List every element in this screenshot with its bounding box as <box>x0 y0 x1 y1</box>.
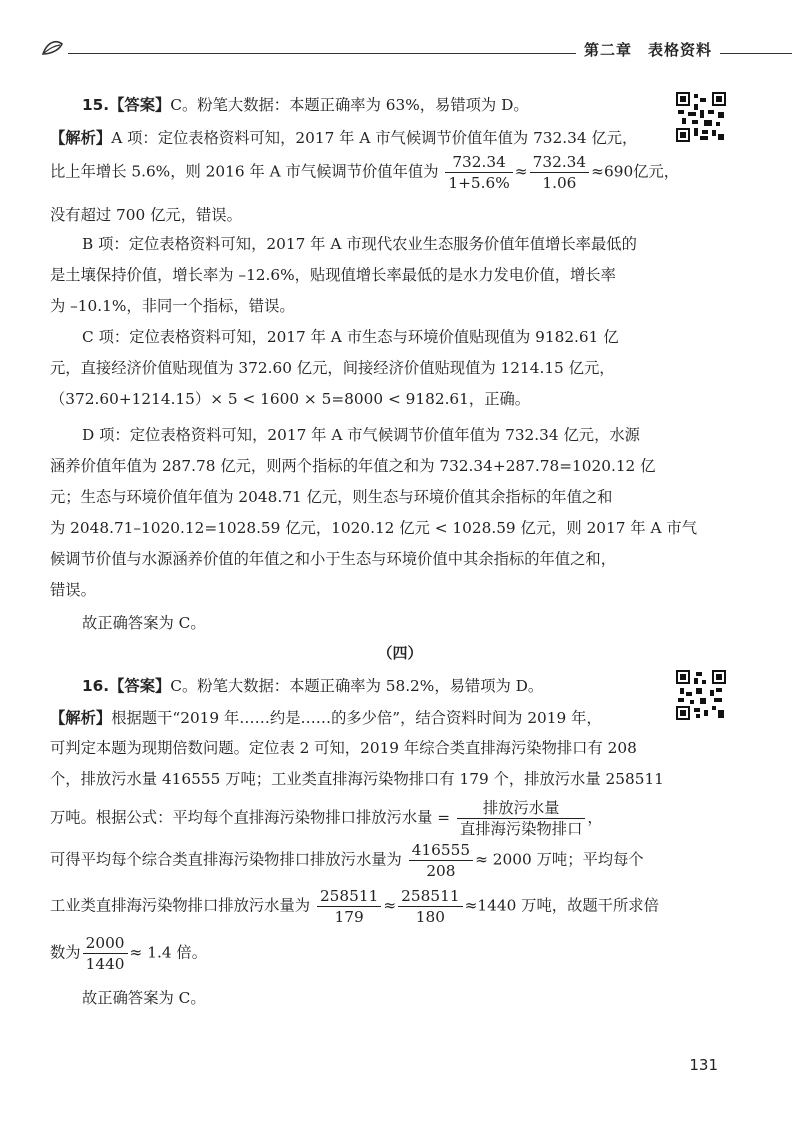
page-header <box>40 36 792 62</box>
q16-conclusion: 故正确答案为 C。 <box>82 989 206 1007</box>
page-number: 131 <box>689 1056 718 1074</box>
q15-c-line2: 元，直接经济价值贴现值为 372.60 亿元，间接经济价值贴现值为 1214.15 亿元， <box>50 359 615 377</box>
q15-d-line1: D 项：定位表格资料可知，2017 年 A 市气候调节价值年值为 732.34 亿元，水源 <box>82 426 640 444</box>
q16-answer: 16.【答案】C。粉笔大数据：本题正确率为 58.2%，易错项为 D。 <box>82 677 544 695</box>
fraction: $\frac{732.34}{1+5.6\%}$ <box>445 152 512 193</box>
q15-c-line3: （372.60+1214.15）× 5 < 1600 × 5=8000 < 9182.61，正确。 <box>50 390 531 408</box>
q15-d-line5: 候调节价值与水源涵养价值的年值之和小于生态与环境价值中其余指标的年值之和， <box>50 550 616 568</box>
leaf-icon <box>40 36 70 62</box>
q16-line3: 个，排放污水量 416555 万吨；工业类直排海污染物排口有 179 个，排放污水量 258511 <box>50 770 664 788</box>
q15-b-line2: 是土壤保持价值，增长率为 –12.6%，贴现值增长率最低的是水力发电价值，增长率 <box>50 266 616 284</box>
section-title: （四） <box>377 644 423 662</box>
q15-d-line3: 元；生态与环境价值年值为 2048.71 亿元，则生态与环境价值其余指标的年值之和 <box>50 488 613 506</box>
q15-conclusion: 故正确答案为 C。 <box>82 614 206 632</box>
chapter-title: 第二章 表格资料 <box>576 39 720 60</box>
q16-line6: 工业类直排海污染物排口排放污水量为 $\frac{258511}{179}$ ≈ $\frac{258511}{180}$ ≈1440 万吨，故题干所求倍 <box>50 887 659 926</box>
q16-analysis-line1: 【解析】根据题干“2019 年……约是……的多少倍”，结合资料时间为 2019 年， <box>50 709 602 727</box>
q16-line4: 万吨。根据公式：平均每个直排海污染物排口排放污水量 = $\frac{\text{排放污水量}}{\text{直排海污染物排口}}$ ， <box>50 799 603 838</box>
q15-d-line6: 错误。 <box>50 581 96 599</box>
q15-b-line1: B 项：定位表格资料可知，2017 年 A 市现代农业生态服务价值年值增长率最低的 <box>82 235 637 253</box>
q16-line7: 数为 $\frac{2000}{1440}$ ≈ 1.4 倍。 <box>50 934 208 973</box>
q15-b-line3: 为 –10.1%，非同一个指标，错误。 <box>50 297 295 315</box>
q15-d-line4: 为 2048.71–1020.12=1028.59 亿元，1020.12 亿元 < 1028.59 亿元，则 2017 年 A 市气 <box>50 519 698 537</box>
q15-answer: 15.【答案】C。粉笔大数据：本题正确率为 63%，易错项为 D。 <box>82 96 529 114</box>
q15-analysis-a: 【解析】A 项：定位表格资料可知，2017 年 A 市气候调节价值年值为 732.34 亿元， <box>50 129 638 147</box>
q16-line2: 可判定本题为现期倍数问题。定位表 2 可知，2019 年综合类直排海污染物排口有 208 <box>50 739 637 757</box>
q15-c-line1: C 项：定位表格资料可知，2017 年 A 市生态与环境价值贴现值为 9182.61 亿 <box>82 328 619 346</box>
q16-line5: 可得平均每个综合类直排海污染物排口排放污水量为 $\frac{416555}{208}$ ≈ 2000 万吨；平均每个 <box>50 841 644 880</box>
fraction: $\frac{416555}{208}$ <box>409 840 473 881</box>
q15-a-formula-line: 比上年增长 5.6%，则 2016 年 A 市气候调节价值年值为 $\frac{732.34}{1+5.6\%}$ ≈ $\frac{732.34}{1.06}$ ≈690亿元， <box>50 153 680 192</box>
q15-a-line3: 没有超过 700 亿元，错误。 <box>50 206 242 224</box>
q15-d-line2: 涵养价值年值为 287.78 亿元，则两个指标的年值之和为 732.34+287.78=1020.12 亿 <box>50 457 656 475</box>
fraction: $\frac{258511}{180}$ <box>398 886 462 927</box>
fraction: $\frac{732.34}{1.06}$ <box>530 152 590 193</box>
fraction: $\frac{258511}{179}$ <box>317 886 381 927</box>
fraction: $\frac{2000}{1440}$ <box>83 933 128 974</box>
fraction: $\frac{\text{排放污水量}}{\text{直排海污染物排口}}$ <box>457 798 585 839</box>
